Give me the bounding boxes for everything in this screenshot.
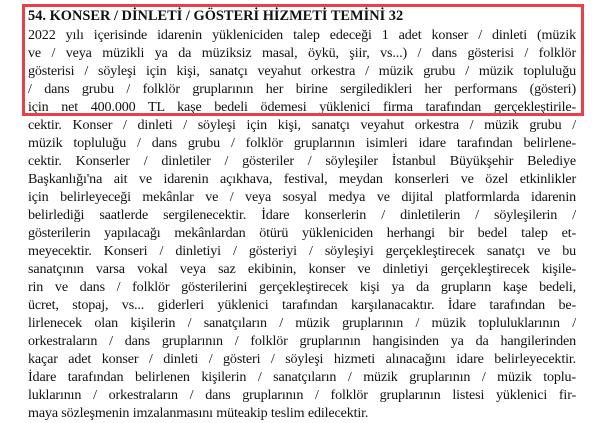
paragraph-line: maya sözleşmenin imzalanmasını müteakip teslim edilecektir. [28, 405, 369, 421]
paragraph-line: İdare tarafından belirlenen kişilerin / sanatçıların / müzik gruplarının / müzik toplu- [28, 369, 576, 385]
paragraph-line: gösterilerin yapılacağı mekânlardan ötürü yükleniciden herhangi bir bedel talep et- [28, 225, 576, 241]
paragraph-line: luklarının / orkestraların / dans gruplarının / folklör gruplarının listesi yüklenici fir- [28, 387, 576, 403]
paragraph-line: meyecektir. Konseri / dinletiyi / gösteriyi / söyleşiyi gerçekleştirecek sanatçı ve bu [28, 243, 576, 259]
paragraph-line: belirlediği saatlerde sergilenecektir. İdare konserlerin / dinletilerin / söyleşilerin / [28, 207, 576, 223]
paragraph-line: ve / veya müzikli ya da müziksiz masal, öykü, şiir, vs...) / dans gösterisi / folklör [28, 45, 576, 61]
paragraph-line: kaçar adet konser / dinleti / gösteri / söyleşi hizmeti alınacağını idare belirleyecektir. [28, 351, 576, 367]
paragraph-line: için net 400.000 TL kaşe bedeli ödemesi yüklenici firma tarafından gerçekleştirile- [28, 99, 576, 115]
paragraph-line: müzik topluluğu / dans grubu / folklör gruplarının isimleri idare tarafından belirlene- [28, 135, 576, 151]
paragraph-line: lirlenecek olan kişilerin / sanatçıların / müzik gruplarının / müzik topluluklarının / [28, 315, 576, 331]
paragraph-line: cektir. Konser / dinleti / söyleşi için kişi, sanatçı veyahut orkestra / müzik grubu / [28, 117, 576, 133]
paragraph-line: rin ve dans / folklör gösterilerini gerçekleştirecek kişi ya da grupların kaşe bedeli, [28, 279, 576, 295]
paragraph-line: ücret, stopaj, vs... giderleri yüklenici tarafından karşılanacaktır. İdare tarafından be- [28, 297, 576, 313]
paragraph-line: / dans grubu / folklör gruplarının her birine sergiledikleri her performans (gösteri) [28, 81, 576, 97]
paragraph-line: Başkanlığı'na ait ve idarenin açıkhava, festival, meydan konserleri ve özel etkinlikler [28, 171, 576, 187]
paragraph-line: cektir. Konserler / dinletiler / gösteriler / söyleşiler İstanbul Büyükşehir Belediye [28, 153, 576, 169]
paragraph-line: için belirleyeceği mekânlar ve / veya sosyal medya ve dijital platformlarda idarenin [28, 189, 576, 205]
section-heading: 54. KONSER / DİNLETİ / GÖSTERİ HİZMETİ TEMİNİ 32 [28, 8, 404, 24]
paragraph-line: gösterisi / söyleşi için kişi, sanatçı veyahut orkestra / müzik grubu / müzik topluluğu [28, 63, 576, 79]
paragraph-line: sanatçının varsa vokal veya saz ekibinin, konser ve dinletiyi gerçekleştirecek kişile- [28, 261, 576, 277]
paragraph-line: orkestraların / dans gruplarının / folklör gruplarının hangisinden ya da hangilerinden [28, 333, 576, 349]
paragraph-line: 2022 yılı içerisinde idarenin yükleniciden talep edeceği 1 adet konser / dinleti (müzik [28, 27, 576, 43]
